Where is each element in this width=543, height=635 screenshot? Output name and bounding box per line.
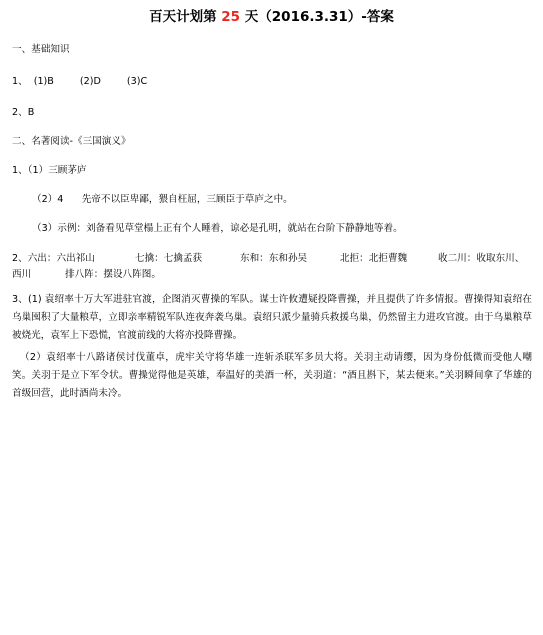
section2-q3-paragraph1: 3、(1) 袁绍率十万大军进驻官渡，企图消灭曹操的军队。谋士许攸遭疑投降曹操，并且提供了许多情报。曹操得知袁绍在乌巢囤积了大量粮草，立即亲率精锐军队连夜奔袭乌巢。袁绍只派少量骑兵救援乌巢，仍然留主力进攻官渡。由于乌巢粮草被烧光，袁军上下恐慌，官渡前线的大将亦投降曹操。	[12, 294, 532, 341]
q1-answer-c: (3)C	[126, 76, 148, 87]
q2-item-shouerchuan: 收二川：收取东川、	[438, 253, 525, 264]
section1-q2: 2、B	[12, 107, 35, 118]
q2-item-liuchu: 2、六出：六出祁山	[12, 253, 95, 264]
section1-heading: 一、基础知识	[12, 44, 70, 55]
q2-item-xichuan: 西川	[12, 269, 32, 280]
section2-q1-line3: （3）示例：刘备看见草堂榻上正有个人睡着，谅必是孔明，就站在台阶下静静地等着。	[32, 223, 403, 234]
page-title	[0, 8, 543, 26]
q2-item-donghe: 东和：东和孙吴	[240, 253, 308, 264]
q2-item-beiju: 北拒：北拒曹魏	[340, 253, 408, 264]
title-day-number: 25	[221, 9, 241, 25]
q2-item-qiqin: 七擒：七擒孟获	[135, 253, 203, 264]
q2-item-paibazhen: 排八阵：摆设八阵图。	[65, 269, 161, 280]
section1-q1	[12, 76, 147, 88]
q1-answer-a: (1)B	[33, 76, 54, 87]
section2-q1-line2: （2）4 先帝不以臣卑鄙，猥自枉屈，三顾臣于草庐之中。	[32, 194, 293, 205]
section2-q1-line1: 1、（1）三顾茅庐	[12, 165, 87, 176]
section2-heading: 二、名著阅读-《三国演义》	[12, 136, 131, 147]
section2-q3-paragraph2: （2）袁绍率十八路诸侯讨伐董卓，虎牢关守将华雄一连斩杀联军多员大将。关羽主动请缨，因为身份低微而受他人嘲笑。关羽于是立下军令状。曹操觉得他是英雄，奉温好的美酒一杯，关羽道：“酒且斟下，某去便来。”关羽瞬间拿了华雄的首级回营，此时酒尚未冷。	[12, 352, 532, 399]
title-suffix: 天（2016.3.31）-答案	[240, 9, 394, 25]
q1-answer-b: (2)D	[79, 76, 101, 87]
q1-number: 1、	[12, 76, 28, 87]
title-prefix: 百天计划第	[149, 9, 222, 25]
